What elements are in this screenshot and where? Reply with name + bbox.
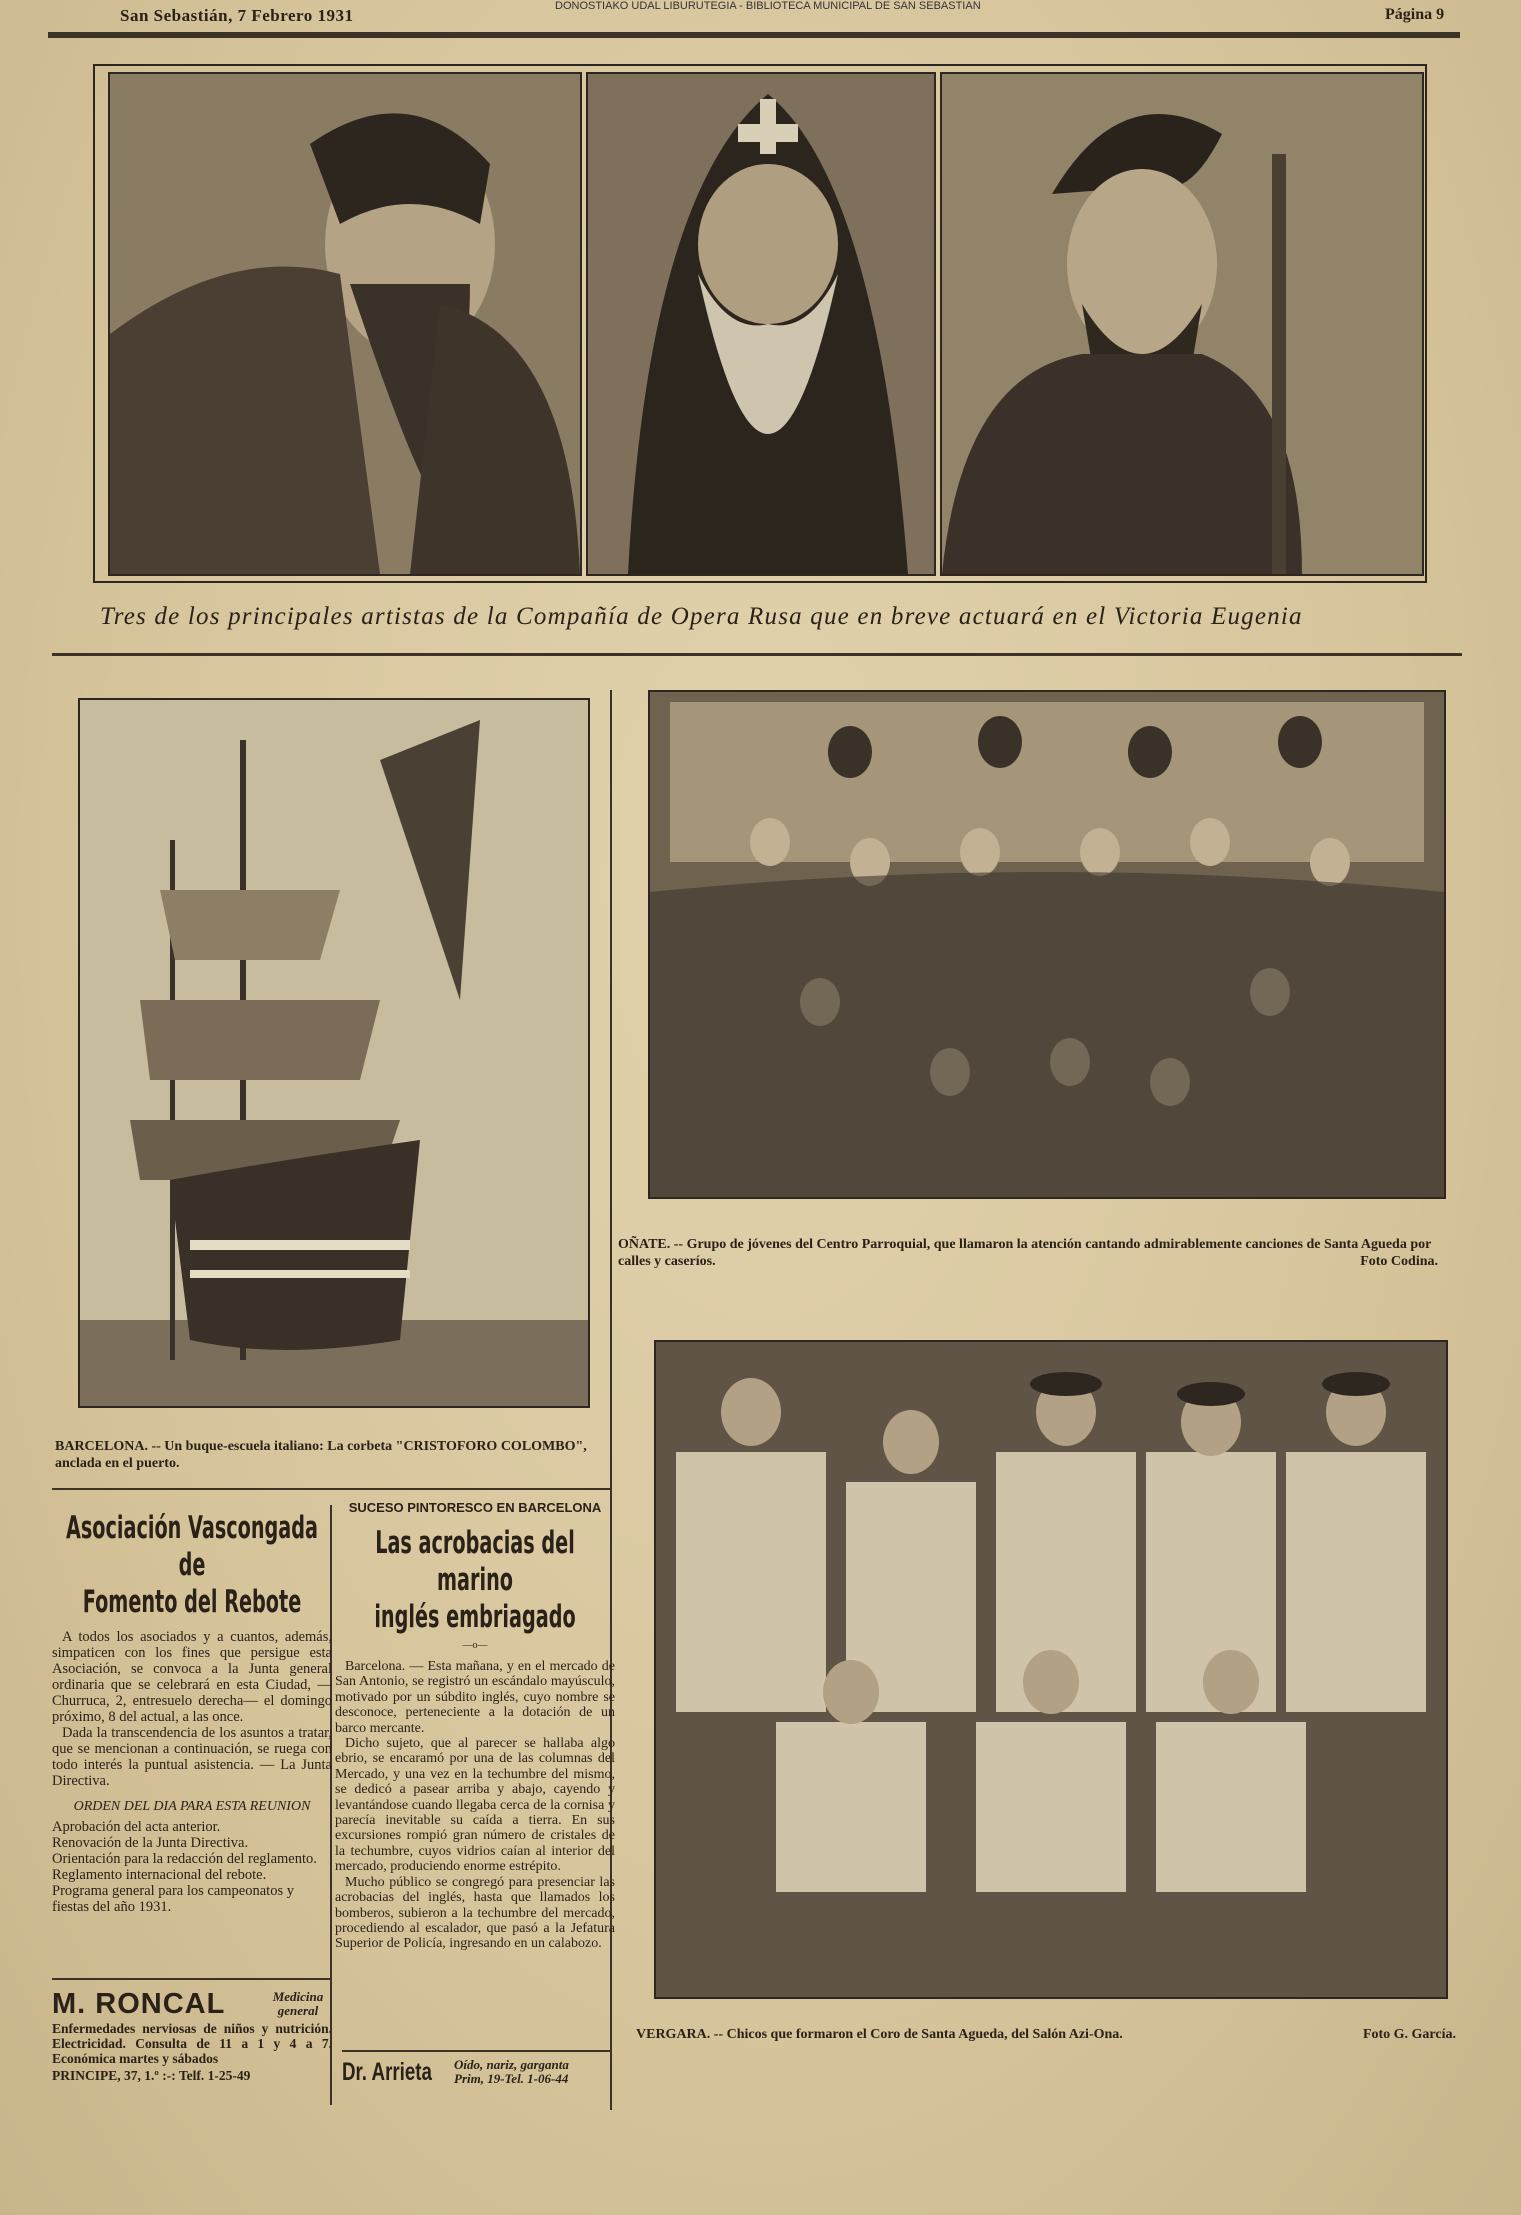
- marino-body: [335, 1659, 615, 1952]
- vergara-caption: VERGARA. -- Chicos que formaron el Coro de Santa Agueda, del Salón Azi-Ona.: [636, 2027, 1123, 2042]
- section-rule: [52, 653, 1462, 656]
- roncal-description: Enfermedades nerviosas de niños y nutrición. Electricidad. Consulta de 11 a 1 y 4 a 7. Económica martes y sábados: [52, 2021, 332, 2066]
- vergara-photo-credit: Foto G. García.: [1362, 2027, 1456, 2042]
- opera-artist-photo-3: [940, 72, 1424, 576]
- onate-caption: OÑATE. -- Grupo de jóvenes del Centro Parroquial, que llamaron la atención cantando admirablemente canciones de Santa Agueda por calles y caseríos.: [618, 1237, 1432, 1269]
- roncal-ad-rule: [52, 1978, 332, 1980]
- vergara-caption-block: [636, 2026, 1456, 2043]
- header-page-number: Página 9: [1385, 6, 1445, 23]
- rebote-agenda-title: ORDEN DEL DIA PARA ESTA REUNION: [73, 1799, 311, 1814]
- vergara-choir-photo: [654, 1340, 1448, 1999]
- opera-artist-photo-2: [586, 72, 936, 576]
- rebote-headline-line-2: Fomento del Rebote: [82, 1584, 302, 1620]
- opera-artist-photo-1: [108, 72, 582, 576]
- marino-ornament: —o—: [462, 1640, 488, 1651]
- arrieta-ad: [342, 2058, 612, 2087]
- ship-photo: [78, 698, 590, 1408]
- rebote-agenda: [52, 1819, 332, 1915]
- arrieta-address: Prim, 19-Tel. 1-06-44: [454, 2071, 569, 2086]
- roncal-specialty: Medicina general: [272, 1989, 324, 2018]
- marino-paragraph-3: Mucho público se congregó para presenciar las acrobacias del inglés, hasta que llamados los bomberos, subieron a la techumbre del mercado, procediendo al escalador, que pasó a la Jefatura Superior de Policía, ingresando en un calabozo.: [335, 1874, 615, 1952]
- rebote-paragraph-2: Dada la transcendencia de los asuntos a tratar, que se mencionan a continuación, se ruega con todo interés la puntual asistencia. — La Junta Directiva.: [52, 1725, 332, 1789]
- marino-paragraph-2: Dicho sujeto, que al parecer se hallaba algo ebrio, se encaramó por una de las columnas del Mercado, y una vez en la techumbre del mismo, se dedicó a pasear arriba y abajo, cayendo y levantándose cuando llegaba cerca de la cornisa y parecía inevitable su caída a tierra. En sus excursiones rompió gran número de cristales de la techumbre, cuyos vidrios caían al interior del mercado, produciendo enorme estrépito.: [335, 1736, 615, 1875]
- marino-headline: [336, 1525, 615, 1636]
- marino-headline-line-2: inglés embriagado: [374, 1599, 576, 1635]
- header-date: San Sebastián, 7 Febrero 1931: [120, 6, 354, 25]
- agenda-item: Aprobación del acta anterior.: [52, 1819, 221, 1835]
- onate-photo-credit: Foto Codina.: [1360, 1254, 1438, 1269]
- onate-group-photo: [648, 690, 1446, 1199]
- left-column-rule: [52, 1488, 612, 1490]
- marino-paragraph-1: Barcelona. — Esta mañana, y en el mercado de San Antonio, se registró un escándalo mayúsculo, motivado por un súbdito inglés, cuyo nombre se desconoce, perteneciente a la dotación de un barco mercante.: [335, 1659, 615, 1736]
- roncal-address: PRINCIPE, 37, 1.º :-: Telf. 1-25-49: [52, 2068, 251, 2083]
- agenda-item: Reglamento internacional del rebote.: [52, 1867, 267, 1883]
- agenda-item: Renovación de la Junta Directiva.: [52, 1835, 249, 1851]
- opera-caption: Tres de los principales artistas de la Compañía de Opera Rusa que en breve actuará en el Victoria Eugenia: [100, 603, 1303, 630]
- arrieta-name: Dr. Arrieta: [342, 2058, 432, 2086]
- rebote-headline: [53, 1510, 332, 1621]
- arrieta-ad-rule: [342, 2050, 612, 2052]
- roncal-name: M. RONCAL: [52, 1988, 226, 2020]
- onate-caption-block: [618, 1236, 1438, 1270]
- roncal-ad: [52, 1988, 332, 2083]
- ship-caption: BARCELONA. -- Un buque-escuela italiano: La corbeta "CRISTOFORO COLOMBO", anclada en el puerto.: [55, 1439, 587, 1471]
- rebote-body: [52, 1629, 332, 1789]
- agenda-item: Programa general para los campeonatos y fiestas del año 1931.: [52, 1883, 294, 1915]
- marino-kicker: SUCESO PINTORESCO EN BARCELONA: [348, 1500, 602, 1515]
- library-watermark: DONOSTIAKO UDAL LIBURUTEGIA - BIBLIOTECA MUNICIPAL DE SAN SEBASTIAN: [555, 0, 981, 12]
- rebote-headline-line-1: Asociación Vascongada de: [65, 1510, 318, 1583]
- arrieta-details: [454, 2058, 569, 2086]
- arrieta-specialty: Oído, nariz, garganta: [454, 2057, 569, 2072]
- marino-headline-line-1: Las acrobacias del marino: [375, 1525, 575, 1598]
- header-rule: [48, 32, 1460, 38]
- article-rebote: [52, 1510, 332, 1915]
- article-marino: [335, 1500, 615, 1952]
- rebote-paragraph-1: A todos los asociados y a cuantos, además, simpaticen con los fines que persigue esta Asociación, se convoca a la Junta general ordinaria que se celebrará en esta Ciudad, —Churruca, 2, entresuelo derecha— el domingo próximo, 8 del actual, a las once.: [52, 1629, 332, 1725]
- agenda-item: Orientación para la redacción del reglamento.: [52, 1851, 317, 1867]
